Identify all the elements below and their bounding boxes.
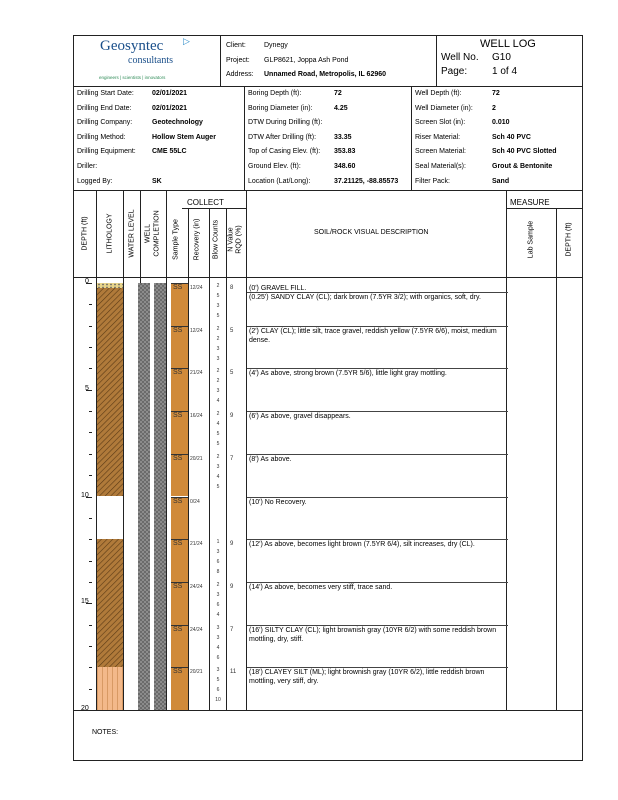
lithology-gravel-fill bbox=[97, 283, 123, 288]
blow-count: 3 bbox=[216, 463, 220, 470]
blow-count: 3 bbox=[216, 303, 220, 309]
blow-count: 3 bbox=[216, 624, 220, 631]
n-value: 8 bbox=[230, 285, 234, 291]
info-label: Seal Material(s): bbox=[415, 163, 466, 170]
sample-recovery: 21/24 bbox=[190, 370, 203, 377]
blow-count: 4 bbox=[216, 398, 220, 405]
client-value: Dynegy bbox=[264, 42, 288, 49]
info-value: 72 bbox=[334, 90, 342, 97]
info-label: Riser Material: bbox=[415, 133, 461, 141]
n-value-header: N Value bbox=[227, 227, 235, 252]
info-label: Driller: bbox=[77, 163, 98, 170]
client-label: Client: bbox=[226, 42, 246, 49]
depth-minor-tick bbox=[89, 475, 92, 476]
blow-count: 10 bbox=[215, 697, 221, 704]
depth-minor-tick bbox=[89, 667, 92, 668]
sample-type: SS bbox=[173, 369, 183, 377]
blow-count: 5 bbox=[216, 313, 220, 319]
info-value: Geotechnology bbox=[152, 119, 203, 127]
depth-label: 15 bbox=[81, 598, 89, 606]
project-value: GLP8621, Joppa Ash Pond bbox=[264, 57, 349, 64]
info-label: Screen Material: bbox=[415, 148, 466, 156]
info-value: 0.010 bbox=[492, 119, 510, 127]
page-label: Page: bbox=[441, 66, 468, 77]
info-value: 33.35 bbox=[334, 133, 352, 141]
blow-count: 2 bbox=[216, 378, 220, 385]
info-label: Filter Pack: bbox=[415, 177, 451, 185]
sample-recovery: 24/24 bbox=[190, 626, 203, 633]
col-line-lab bbox=[556, 208, 557, 710]
description-text: (6') As above, gravel disappears. bbox=[249, 413, 351, 421]
well-completion-header-1: WELL bbox=[144, 223, 152, 244]
blow-count: 8 bbox=[216, 569, 220, 576]
depth-minor-tick bbox=[89, 304, 92, 305]
n-value: 9 bbox=[230, 541, 234, 548]
description-text: (0') GRAVEL FILL. bbox=[249, 285, 307, 292]
info-value: 02/01/2021 bbox=[152, 90, 188, 97]
description-text: (0.25') SANDY CLAY (CL); dark brown (7.5YR 3/2); with organics, soft, dry. bbox=[249, 293, 481, 301]
info-label: Drilling Start Date: bbox=[77, 90, 134, 97]
log-title: WELL LOG bbox=[480, 38, 536, 50]
n-value: 9 bbox=[230, 413, 234, 420]
sample-type: SS bbox=[173, 540, 183, 548]
blow-count: 4 bbox=[216, 421, 220, 428]
info-value: 72 bbox=[492, 90, 500, 97]
blow-count: 5 bbox=[216, 431, 220, 438]
blow-count: 2 bbox=[216, 283, 220, 289]
blow-count: 3 bbox=[216, 388, 220, 395]
blow-count: 5 bbox=[216, 483, 220, 490]
sample-type: SS bbox=[173, 412, 183, 420]
depth-minor-tick bbox=[89, 326, 92, 327]
col-line-nvalue bbox=[246, 190, 247, 710]
info-label: Boring Depth (ft): bbox=[248, 90, 302, 97]
well-no-label: Well No. bbox=[441, 52, 479, 63]
address-label: Address: bbox=[226, 71, 254, 78]
sample-type: SS bbox=[173, 454, 183, 462]
well-no-value: G10 bbox=[492, 52, 511, 63]
info-label: Boring Diameter (in): bbox=[248, 104, 313, 112]
measure-header: MEASURE bbox=[510, 198, 550, 207]
page-value: 1 of 4 bbox=[492, 66, 518, 77]
depth-label: 0 bbox=[85, 278, 89, 285]
n-value: 5 bbox=[230, 370, 234, 377]
blow-count: 3 bbox=[216, 355, 220, 362]
recovery-header: Recovery (in) bbox=[193, 218, 201, 261]
blow-count: 2 bbox=[216, 453, 220, 460]
info-vline-2 bbox=[411, 86, 412, 190]
info-label: Drilling End Date: bbox=[77, 104, 132, 112]
header-divider bbox=[73, 86, 582, 87]
col-line-well bbox=[166, 190, 167, 710]
description-text: (16') SILTY CLAY (CL); light brownish gray (10YR 6/2) with some reddish brown mottling, dry, stiff. bbox=[249, 626, 497, 643]
info-value: 348.60 bbox=[334, 163, 356, 170]
header-vline-1 bbox=[220, 35, 221, 86]
description-text: (4') As above, strong brown (7.5YR 5/6), little light gray mottling. bbox=[249, 370, 447, 378]
well-completion-header-2: COMPLETION bbox=[153, 210, 161, 257]
info-label: DTW During Drilling (ft): bbox=[248, 119, 323, 127]
blow-count: 6 bbox=[216, 654, 220, 661]
log-bottom-line bbox=[73, 710, 582, 711]
blow-count: 6 bbox=[216, 601, 220, 608]
info-value: 353.83 bbox=[334, 148, 356, 156]
description-text: (8') As above. bbox=[249, 455, 292, 463]
info-label: Drilling Method: bbox=[77, 133, 126, 141]
info-label: Top of Casing Elev. (ft): bbox=[248, 148, 321, 156]
blow-counts-header: Blow Counts bbox=[212, 219, 220, 260]
well-completion-casing bbox=[154, 283, 166, 710]
blow-count: 5 bbox=[216, 677, 220, 684]
description-text: (14') As above, becomes very stiff, trace sand. bbox=[249, 583, 393, 591]
sample-type: SS bbox=[173, 582, 183, 590]
blow-count: 1 bbox=[216, 539, 220, 546]
blow-count: 6 bbox=[216, 687, 220, 694]
blow-count: 4 bbox=[216, 611, 220, 618]
lithology-column bbox=[97, 283, 124, 710]
logo-tagline: engineers | scientists | innovators bbox=[99, 75, 166, 80]
blow-count: 2 bbox=[216, 368, 220, 375]
sample-type: SS bbox=[173, 668, 183, 676]
col-line-recovery bbox=[209, 208, 210, 710]
depth-label: 10 bbox=[81, 491, 89, 499]
info-value: 2 bbox=[492, 104, 496, 112]
blow-count: 3 bbox=[216, 667, 220, 674]
n-value: 7 bbox=[230, 455, 234, 462]
depth-minor-tick bbox=[89, 411, 92, 412]
depth-minor-tick bbox=[89, 646, 92, 647]
info-value: 02/01/2021 bbox=[152, 104, 188, 112]
sample-type: SS bbox=[173, 625, 183, 633]
info-value: 4.25 bbox=[334, 104, 348, 112]
address-value: Unnamed Road, Metropolis, IL 62960 bbox=[264, 71, 387, 78]
sample-recovery: 20/21 bbox=[190, 455, 203, 462]
depth-header: DEPTH (ft) bbox=[81, 216, 89, 251]
blow-count: 2 bbox=[216, 325, 220, 332]
depth-minor-tick bbox=[89, 518, 92, 519]
info-value: Sand bbox=[492, 177, 510, 185]
info-label: Ground Elev. (ft): bbox=[248, 163, 301, 170]
info-label: Logged By: bbox=[77, 177, 113, 185]
info-label: Well Diameter (in): bbox=[415, 104, 473, 112]
measure-divider bbox=[506, 208, 582, 209]
logo-triangle-icon: ▷ bbox=[183, 36, 190, 46]
info-label: Location (Lat/Long): bbox=[248, 177, 311, 185]
blow-count: 2 bbox=[216, 581, 220, 588]
n-value: 5 bbox=[230, 327, 234, 334]
rqd-header: RQD (%) bbox=[235, 225, 243, 254]
n-value: 7 bbox=[230, 626, 234, 633]
depth-minor-tick bbox=[89, 689, 92, 690]
logo-sub: consultants bbox=[128, 55, 173, 66]
description-text: (18') CLAYEY SILT (ML); light brownish gray (10YR 6/2), little reddish brown mottling, very stiff, dry. bbox=[249, 669, 485, 686]
col-line-blows bbox=[226, 208, 227, 710]
info-label: DTW After Drilling (ft): bbox=[248, 133, 317, 141]
info-value: CME 55LC bbox=[152, 148, 187, 156]
sample-recovery: 21/24 bbox=[190, 541, 203, 548]
lab-sample-header: Lab Sample bbox=[527, 220, 535, 259]
logo-main: Geosyntec bbox=[100, 38, 164, 54]
depth-minor-tick bbox=[89, 582, 92, 583]
blow-count: 5 bbox=[216, 293, 220, 299]
blow-count: 4 bbox=[216, 473, 220, 480]
info-value: Grout & Bentonite bbox=[492, 163, 553, 170]
info-value: Sch 40 PVC Slotted bbox=[492, 148, 557, 156]
depth-minor-tick bbox=[89, 347, 92, 348]
lithology-clay-lower bbox=[97, 539, 123, 667]
sample-type: SS bbox=[173, 284, 183, 291]
depth-label: 20 bbox=[81, 705, 89, 712]
collect-divider bbox=[182, 208, 246, 209]
blow-count: 2 bbox=[216, 335, 220, 342]
sample-recovery: 12/24 bbox=[190, 327, 203, 334]
lithology-no-recovery bbox=[97, 496, 123, 539]
sample-type: SS bbox=[173, 497, 183, 505]
blow-count: 3 bbox=[216, 549, 220, 556]
sample-type-header: Sample Type bbox=[172, 219, 180, 260]
depth-minor-tick bbox=[89, 539, 92, 540]
sample-recovery: 0/24 bbox=[190, 498, 200, 505]
n-value: 9 bbox=[230, 583, 234, 590]
info-value: 37.21125, -88.85573 bbox=[334, 177, 399, 185]
depth-minor-tick bbox=[89, 561, 92, 562]
lithology-header: LITHOLOGY bbox=[106, 213, 114, 254]
notes-label: NOTES: bbox=[92, 729, 119, 736]
water-level-header: WATER LEVEL bbox=[128, 209, 136, 258]
blow-count: 6 bbox=[216, 559, 220, 566]
sample-recovery: 20/21 bbox=[190, 669, 203, 676]
lithology-clayey-silt bbox=[97, 667, 123, 710]
depth-minor-tick bbox=[89, 368, 92, 369]
depth-right-header: DEPTH (ft) bbox=[565, 222, 573, 257]
depth-minor-tick bbox=[89, 454, 92, 455]
sample-recovery: 12/24 bbox=[190, 285, 203, 291]
description-text: (12') As above, becomes light brown (7.5YR 6/4), silt increases, dry (CL). bbox=[249, 541, 475, 549]
depth-label: 5 bbox=[85, 384, 89, 392]
collect-header: COLLECT bbox=[187, 198, 224, 207]
blow-count: 5 bbox=[216, 441, 220, 448]
blow-count: 3 bbox=[216, 634, 220, 641]
well-completion-grout bbox=[138, 283, 150, 710]
sample-recovery: 16/24 bbox=[190, 413, 203, 420]
sample-type: SS bbox=[173, 326, 183, 334]
lithology-clay-upper bbox=[97, 288, 123, 496]
blow-count: 4 bbox=[216, 644, 220, 651]
info-label: Well Depth (ft): bbox=[415, 90, 462, 97]
blow-count: 3 bbox=[216, 591, 220, 598]
description-text: (10') No Recovery. bbox=[249, 498, 307, 506]
info-value: SK bbox=[152, 177, 162, 185]
depth-minor-tick bbox=[89, 625, 92, 626]
depth-minor-tick bbox=[89, 432, 92, 433]
info-label: Drilling Equipment: bbox=[77, 148, 136, 156]
info-vline-1 bbox=[244, 86, 245, 190]
project-label: Project: bbox=[226, 57, 250, 64]
info-value: Hollow Stem Auger bbox=[152, 133, 216, 141]
info-label: Drilling Company: bbox=[77, 119, 133, 127]
header-vline-2 bbox=[436, 35, 437, 86]
info-label: Screen Slot (in): bbox=[415, 119, 466, 127]
description-header: SOIL/ROCK VISUAL DESCRIPTION bbox=[314, 229, 429, 236]
blow-count: 3 bbox=[216, 345, 220, 352]
blow-count: 2 bbox=[216, 411, 220, 418]
sample-recovery: 24/24 bbox=[190, 583, 203, 590]
n-value: 11 bbox=[230, 669, 237, 676]
col-line-sample bbox=[188, 208, 189, 710]
description-text: (2') CLAY (CL); little silt, trace gravel, reddish yellow (7.5YR 6/6), moist, medium dense. bbox=[249, 327, 497, 344]
info-value: Sch 40 PVC bbox=[492, 133, 531, 141]
